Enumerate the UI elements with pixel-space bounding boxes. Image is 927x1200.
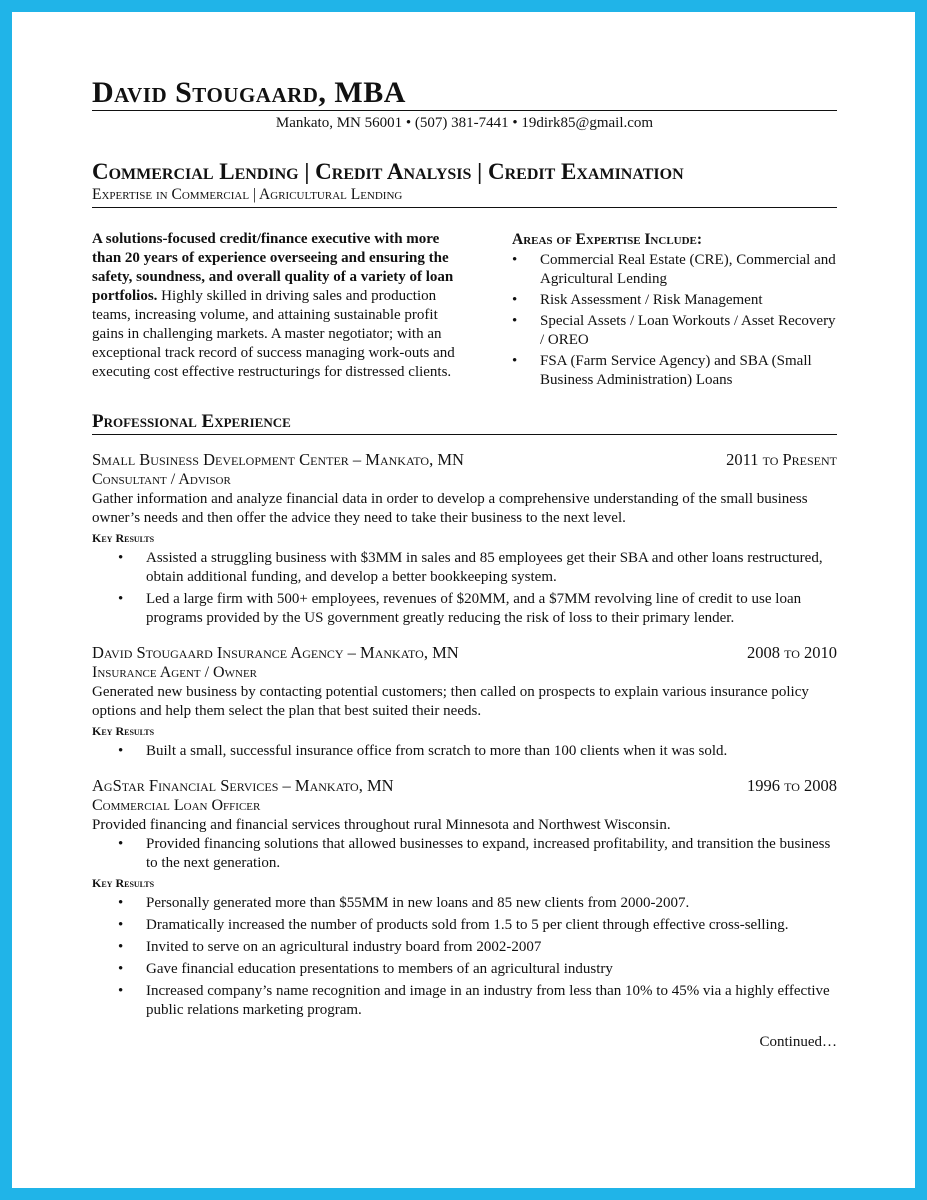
key-results-label: Key Results bbox=[92, 876, 155, 890]
list-item bbox=[92, 938, 837, 957]
headline-subtitle: Expertise in Commercial | Agricultural Lending bbox=[92, 186, 403, 203]
list-item bbox=[92, 835, 837, 873]
list-item-text: Invited to serve on an agricultural industry board from 2002-2007 bbox=[146, 939, 542, 955]
resume-page bbox=[92, 76, 837, 1051]
headline-title: Commercial Lending | Credit Analysis | Credit Examination bbox=[92, 159, 684, 184]
bullet-icon: • bbox=[512, 292, 518, 308]
key-results-label: Key Results bbox=[92, 531, 155, 545]
list-item-text: Increased company’s name recognition and image in an industry from less than 10% to 45% via a highly effective public relations marketing program. bbox=[146, 983, 830, 1018]
candidate-name: David Stougaard, MBA bbox=[92, 76, 406, 109]
bullet-icon: • bbox=[118, 917, 124, 933]
bullet-icon: • bbox=[118, 961, 124, 977]
header-rule bbox=[92, 110, 837, 111]
bullet-icon: • bbox=[512, 252, 518, 268]
bullet-icon: • bbox=[118, 983, 124, 999]
list-item-text: Risk Assessment / Risk Management bbox=[540, 292, 763, 308]
key-results-label: Key Results bbox=[92, 724, 155, 738]
list-item-text: Led a large firm with 500+ employees, revenues of $20MM, and a $7MM revolving line of credit to use loan programs provided by the US government greatly reducing the risk of loss to their primary lender. bbox=[146, 591, 802, 626]
job-description: Provided financing and financial services throughout rural Minnesota and Northwest Wisconsin. bbox=[92, 817, 671, 833]
list-item bbox=[512, 291, 837, 310]
job-dates: 2008 to 2010 bbox=[746, 643, 837, 662]
experience-section-title: Professional Experience bbox=[92, 411, 291, 432]
key-results-list bbox=[92, 742, 837, 761]
job-entry bbox=[92, 449, 837, 628]
experience-rule bbox=[92, 434, 837, 435]
job-dates: 2011 to Present bbox=[726, 450, 837, 469]
job-entry bbox=[92, 642, 837, 761]
list-item-text: Personally generated more than $55MM in new loans and 85 new clients from 2000-2007. bbox=[146, 895, 690, 911]
summary-bold-text: A solutions-focused credit/finance executive with more than 20 years of experience overseeing and ensuring the safety, soundness, and overall quality of a variety of loan portfolios. bbox=[92, 231, 454, 304]
list-item bbox=[512, 352, 837, 390]
bullet-icon: • bbox=[118, 836, 124, 852]
bullet-icon: • bbox=[118, 550, 124, 566]
job-header bbox=[92, 449, 837, 470]
job-title: Commercial Loan Officer bbox=[92, 797, 261, 814]
job-entry bbox=[92, 775, 837, 1020]
list-item-text: Provided financing solutions that allowed businesses to expand, increased profitability, and transition the business to the next generation. bbox=[146, 836, 831, 871]
list-item bbox=[92, 590, 837, 628]
bullet-icon: • bbox=[118, 591, 124, 607]
list-item-text: Special Assets / Loan Workouts / Asset Recovery / OREO bbox=[540, 313, 836, 348]
list-item bbox=[92, 894, 837, 913]
bullet-icon: • bbox=[512, 353, 518, 369]
job-title: Consultant / Advisor bbox=[92, 471, 231, 488]
bullet-icon: • bbox=[118, 895, 124, 911]
continued-note: Continued… bbox=[759, 1034, 837, 1050]
list-item bbox=[92, 549, 837, 587]
expertise-list bbox=[512, 251, 837, 390]
list-item-text: Built a small, successful insurance office from scratch to more than 100 clients when it was sold. bbox=[146, 743, 728, 759]
bullet-icon: • bbox=[512, 313, 518, 329]
job-bullets bbox=[92, 835, 837, 873]
contact-line: Mankato, MN 56001 • (507) 381-7441 • 19dirk85@gmail.com bbox=[275, 115, 654, 131]
summary-paragraph bbox=[92, 230, 462, 392]
job-company: David Stougaard Insurance Agency – Mankato, MN bbox=[92, 643, 459, 662]
expertise-block bbox=[512, 230, 837, 392]
list-item-text: FSA (Farm Service Agency) and SBA (Small Business Administration) Loans bbox=[540, 353, 812, 388]
list-item bbox=[512, 312, 837, 350]
job-company: Small Business Development Center – Mankato, MN bbox=[92, 450, 464, 469]
job-dates: 1996 to 2008 bbox=[746, 776, 837, 795]
summary-text: Highly skilled in driving sales and production teams, increasing volume, and attaining sustainable profit gains in challenging markets. A master negotiator; with an exceptional track record of success managing work-outs and executing cost effective restructurings for distressed clients. bbox=[92, 288, 455, 380]
headline-rule bbox=[92, 207, 837, 208]
job-title: Insurance Agent / Owner bbox=[92, 664, 257, 681]
list-item bbox=[512, 251, 837, 289]
key-results-list bbox=[92, 549, 837, 628]
job-header bbox=[92, 642, 837, 663]
list-item bbox=[92, 916, 837, 935]
expertise-heading: Areas of Expertise Include: bbox=[512, 231, 703, 248]
list-item-text: Dramatically increased the number of products sold from 1.5 to 5 per client through effective cross-selling. bbox=[146, 917, 789, 933]
page-frame bbox=[12, 12, 915, 1188]
bullet-icon: • bbox=[118, 743, 124, 759]
list-item bbox=[92, 742, 837, 761]
list-item bbox=[92, 982, 837, 1020]
summary-section bbox=[92, 230, 837, 392]
list-item-text: Commercial Real Estate (CRE), Commercial and Agricultural Lending bbox=[540, 252, 836, 287]
job-description: Gather information and analyze financial data in order to develop a comprehensive understanding of the small business owner’s needs and then offer the advice they need to take their business to the next level. bbox=[92, 491, 808, 526]
bullet-icon: • bbox=[118, 939, 124, 955]
list-item-text: Gave financial education presentations to members of an agricultural industry bbox=[146, 961, 613, 977]
key-results-list bbox=[92, 894, 837, 1020]
job-description: Generated new business by contacting potential customers; then called on prospects to explain various insurance policy options and help them select the plan that best suited their needs. bbox=[92, 684, 809, 719]
list-item-text: Assisted a struggling business with $3MM in sales and 85 employees get their SBA and other loans restructured, obtain additional funding, and develop a better bookkeeping system. bbox=[146, 550, 823, 585]
list-item bbox=[92, 960, 837, 979]
experience-list bbox=[92, 449, 837, 1020]
job-header bbox=[92, 775, 837, 796]
job-company: AgStar Financial Services – Mankato, MN bbox=[92, 776, 394, 795]
